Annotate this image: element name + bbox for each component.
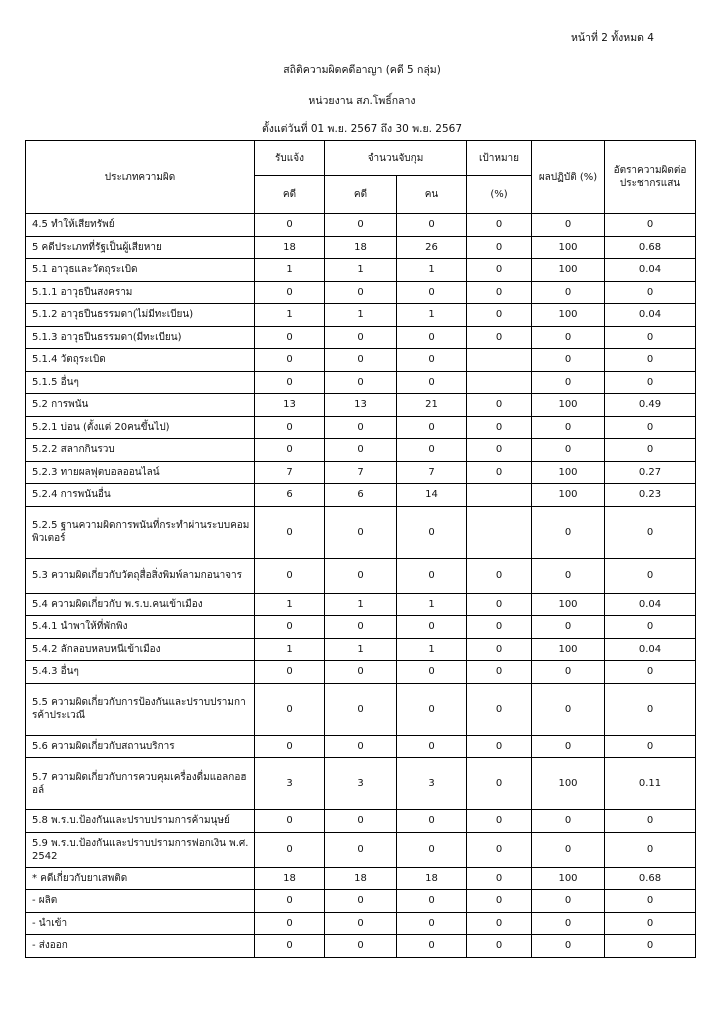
cell-target: 0 [467, 661, 532, 684]
cell-arrest-people: 0 [397, 616, 467, 639]
cell-arrest-cases: 0 [325, 506, 397, 558]
cell-result: 0 [532, 735, 605, 758]
cell-result: 100 [532, 638, 605, 661]
header-result: ผลปฏิบัติ (%) [532, 141, 605, 214]
cell-category: 5.2.5 ฐานความผิดการพนันที่กระทำผ่านระบบคอมพิวเตอร์ [26, 506, 255, 558]
cell-category: * คดีเกี่ยวกับยาเสพติด [26, 867, 255, 890]
cell-target: 0 [467, 304, 532, 327]
cell-category: 5.7 ความผิดเกี่ยวกับการควบคุมเครื่องดื่มแอลกอฮอล์ [26, 758, 255, 810]
cell-arrest-cases: 0 [325, 890, 397, 913]
cell-category: 5.1.2 อาวุธปืนธรรมดา(ไม่มีทะเบียน) [26, 304, 255, 327]
cell-arrest-people: 18 [397, 867, 467, 890]
cell-reported: 0 [255, 832, 325, 867]
cell-rate: 0 [605, 349, 696, 372]
cell-arrest-people: 0 [397, 326, 467, 349]
cell-reported: 0 [255, 683, 325, 735]
cell-result: 0 [532, 683, 605, 735]
table-row [26, 638, 696, 661]
cell-category: 5.4.1 นำพาให้ที่พักพิง [26, 616, 255, 639]
cell-arrest-people: 0 [397, 810, 467, 833]
cell-target [467, 484, 532, 507]
cell-category: 5.9 พ.ร.บ.ป้องกันและปราบปรามการฟอกเงิน พ.ศ.2542 [26, 832, 255, 867]
cell-category: 5.2 การพนัน [26, 394, 255, 417]
cell-arrest-people: 3 [397, 758, 467, 810]
cell-result: 100 [532, 236, 605, 259]
cell-rate: 0 [605, 371, 696, 394]
cell-arrest-cases: 0 [325, 281, 397, 304]
cell-arrest-cases: 3 [325, 758, 397, 810]
cell-target [467, 349, 532, 372]
cell-rate: 0 [605, 810, 696, 833]
cell-arrest-cases: 1 [325, 304, 397, 327]
cell-result: 0 [532, 661, 605, 684]
cell-arrest-cases: 0 [325, 616, 397, 639]
cell-result: 0 [532, 416, 605, 439]
table-row [26, 558, 696, 593]
header-reported-cases: คดี [255, 176, 325, 214]
cell-arrest-people: 0 [397, 214, 467, 237]
cell-reported: 13 [255, 394, 325, 417]
header-target-pct: (%) [467, 176, 532, 214]
cell-target [467, 371, 532, 394]
cell-target: 0 [467, 558, 532, 593]
table-row [26, 281, 696, 304]
cell-result: 0 [532, 810, 605, 833]
cell-arrest-cases: 0 [325, 416, 397, 439]
cell-result: 100 [532, 484, 605, 507]
cell-rate: 0 [605, 661, 696, 684]
page-number: หน้าที่ 2 ทั้งหมด 4 [570, 32, 654, 44]
cell-rate: 0 [605, 616, 696, 639]
cell-result: 0 [532, 349, 605, 372]
cell-target: 0 [467, 890, 532, 913]
cell-category: 5.2.3 ทายผลฟุตบอลออนไลน์ [26, 461, 255, 484]
cell-arrest-people: 7 [397, 461, 467, 484]
cell-rate: 0.04 [605, 259, 696, 282]
cell-rate: 0 [605, 416, 696, 439]
cell-reported: 1 [255, 259, 325, 282]
cell-result: 100 [532, 259, 605, 282]
cell-arrest-people: 0 [397, 416, 467, 439]
table-row [26, 416, 696, 439]
header-reported: รับแจ้ง [255, 141, 325, 176]
cell-reported: 0 [255, 735, 325, 758]
cell-target: 0 [467, 236, 532, 259]
cell-reported: 1 [255, 304, 325, 327]
cell-target: 0 [467, 912, 532, 935]
header-arrest-cases: คดี [325, 176, 397, 214]
cell-arrest-people: 1 [397, 304, 467, 327]
cell-arrest-people: 0 [397, 735, 467, 758]
cell-arrest-cases: 18 [325, 236, 397, 259]
cell-rate: 0 [605, 683, 696, 735]
cell-arrest-people: 0 [397, 890, 467, 913]
cell-category: 5.6 ความผิดเกี่ยวกับสถานบริการ [26, 735, 255, 758]
cell-rate: 0 [605, 735, 696, 758]
cell-arrest-cases: 0 [325, 558, 397, 593]
report-unit: หน่วยงาน สภ.โพธิ์กลาง [308, 95, 416, 107]
cell-reported: 18 [255, 867, 325, 890]
cell-arrest-people: 21 [397, 394, 467, 417]
cell-result: 100 [532, 304, 605, 327]
cell-rate: 0 [605, 214, 696, 237]
cell-reported: 0 [255, 326, 325, 349]
cell-rate: 0.27 [605, 461, 696, 484]
cell-reported: 1 [255, 638, 325, 661]
cell-arrest-cases: 1 [325, 593, 397, 616]
cell-reported: 6 [255, 484, 325, 507]
cell-arrest-cases: 18 [325, 867, 397, 890]
cell-arrest-cases: 0 [325, 832, 397, 867]
cell-rate: 0.68 [605, 236, 696, 259]
cell-category: 4.5 ทำให้เสียทรัพย์ [26, 214, 255, 237]
cell-result: 0 [532, 281, 605, 304]
table-row [26, 394, 696, 417]
table-row [26, 461, 696, 484]
table-row [26, 326, 696, 349]
cell-category: 5.1.4 วัตถุระเบิด [26, 349, 255, 372]
cell-category: 5.1.1 อาวุธปืนสงคราม [26, 281, 255, 304]
table-row [26, 439, 696, 462]
cell-result: 100 [532, 867, 605, 890]
cell-target: 0 [467, 416, 532, 439]
cell-rate: 0.04 [605, 593, 696, 616]
cell-result: 0 [532, 214, 605, 237]
cell-category: 5.4.3 อื่นๆ [26, 661, 255, 684]
cell-result: 0 [532, 832, 605, 867]
cell-result: 100 [532, 394, 605, 417]
cell-result: 0 [532, 558, 605, 593]
cell-reported: 7 [255, 461, 325, 484]
cell-arrest-cases: 0 [325, 912, 397, 935]
cell-arrest-people: 0 [397, 506, 467, 558]
cell-arrest-cases: 0 [325, 349, 397, 372]
cell-target: 0 [467, 326, 532, 349]
table-row [26, 735, 696, 758]
cell-target: 0 [467, 259, 532, 282]
cell-target: 0 [467, 683, 532, 735]
cell-result: 0 [532, 912, 605, 935]
table-row [26, 890, 696, 913]
cell-category: - นำเข้า [26, 912, 255, 935]
table-row [26, 935, 696, 958]
cell-reported: 0 [255, 439, 325, 462]
cell-category: 5.8 พ.ร.บ.ป้องกันและปราบปรามการค้ามนุษย์ [26, 810, 255, 833]
cell-target: 0 [467, 735, 532, 758]
cell-target: 0 [467, 214, 532, 237]
cell-rate: 0 [605, 506, 696, 558]
cell-reported: 0 [255, 661, 325, 684]
cell-category: 5.4.2 ลักลอบหลบหนีเข้าเมือง [26, 638, 255, 661]
cell-arrest-cases: 0 [325, 810, 397, 833]
cell-arrest-cases: 0 [325, 214, 397, 237]
cell-rate: 0.49 [605, 394, 696, 417]
cell-target: 0 [467, 935, 532, 958]
cell-arrest-people: 0 [397, 439, 467, 462]
table-row [26, 832, 696, 867]
table-row [26, 484, 696, 507]
cell-reported: 0 [255, 349, 325, 372]
cell-reported: 0 [255, 912, 325, 935]
cell-arrest-people: 1 [397, 259, 467, 282]
cell-result: 0 [532, 890, 605, 913]
cell-category: 5.1.3 อาวุธปืนธรรมดา(มีทะเบียน) [26, 326, 255, 349]
cell-category: 5 คดีประเภทที่รัฐเป็นผู้เสียหาย [26, 236, 255, 259]
cell-result: 0 [532, 371, 605, 394]
cell-reported: 0 [255, 810, 325, 833]
cell-result: 100 [532, 593, 605, 616]
cell-target [467, 506, 532, 558]
table-row [26, 214, 696, 237]
table-row [26, 593, 696, 616]
cell-arrest-cases: 1 [325, 638, 397, 661]
cell-result: 100 [532, 461, 605, 484]
cell-target: 0 [467, 281, 532, 304]
cell-arrest-people: 0 [397, 349, 467, 372]
table-row [26, 912, 696, 935]
cell-reported: 18 [255, 236, 325, 259]
cell-reported: 0 [255, 416, 325, 439]
report-period: ตั้งแต่วันที่ 01 พ.ย. 2567 ถึง 30 พ.ย. 2567 [261, 123, 463, 135]
cell-rate: 0 [605, 439, 696, 462]
cell-arrest-people: 0 [397, 912, 467, 935]
table-body [26, 214, 696, 958]
cell-category: 5.4 ความผิดเกี่ยวกับ พ.ร.บ.คนเข้าเมือง [26, 593, 255, 616]
cell-category: 5.1 อาวุธและวัตถุระเบิด [26, 259, 255, 282]
cell-arrest-people: 1 [397, 593, 467, 616]
cell-arrest-cases: 0 [325, 661, 397, 684]
table-row [26, 236, 696, 259]
header-rate: อัตราความผิดต่อประชากรแสน [605, 141, 696, 214]
cell-rate: 0 [605, 326, 696, 349]
cell-rate: 0 [605, 890, 696, 913]
cell-result: 0 [532, 439, 605, 462]
table-row [26, 867, 696, 890]
cell-reported: 3 [255, 758, 325, 810]
cell-arrest-people: 0 [397, 683, 467, 735]
table-row [26, 683, 696, 735]
table-row [26, 506, 696, 558]
cell-arrest-people: 1 [397, 638, 467, 661]
cell-category: 5.2.2 สลากกินรวบ [26, 439, 255, 462]
cell-rate: 0.68 [605, 867, 696, 890]
cell-category: - ผลิต [26, 890, 255, 913]
cell-rate: 0.23 [605, 484, 696, 507]
cell-arrest-people: 0 [397, 661, 467, 684]
header-category: ประเภทความผิด [26, 141, 255, 214]
cell-arrest-cases: 13 [325, 394, 397, 417]
cell-rate: 0 [605, 832, 696, 867]
cell-reported: 0 [255, 890, 325, 913]
cell-reported: 0 [255, 506, 325, 558]
cell-target: 0 [467, 461, 532, 484]
cell-arrest-people: 0 [397, 371, 467, 394]
cell-category: 5.2.4 การพนันอื่น [26, 484, 255, 507]
cell-arrest-people: 0 [397, 558, 467, 593]
cell-rate: 0.04 [605, 304, 696, 327]
cell-rate: 0 [605, 935, 696, 958]
cell-arrest-cases: 0 [325, 935, 397, 958]
table-row [26, 259, 696, 282]
cell-rate: 0 [605, 281, 696, 304]
cell-reported: 0 [255, 935, 325, 958]
cell-target: 0 [467, 810, 532, 833]
cell-arrest-people: 0 [397, 832, 467, 867]
cell-arrest-people: 0 [397, 935, 467, 958]
cell-rate: 0.11 [605, 758, 696, 810]
cell-target: 0 [467, 867, 532, 890]
header-arrest-people: คน [397, 176, 467, 214]
report-title: สถิติความผิดคดีอาญา (คดี 5 กลุ่ม) [283, 64, 441, 76]
cell-arrest-people: 0 [397, 281, 467, 304]
cell-category: 5.1.5 อื่นๆ [26, 371, 255, 394]
table-row [26, 810, 696, 833]
cell-target: 0 [467, 638, 532, 661]
cell-arrest-cases: 6 [325, 484, 397, 507]
cell-result: 0 [532, 616, 605, 639]
cell-arrest-cases: 0 [325, 735, 397, 758]
cell-result: 100 [532, 758, 605, 810]
cell-target: 0 [467, 439, 532, 462]
cell-reported: 1 [255, 593, 325, 616]
cell-target: 0 [467, 758, 532, 810]
table-row [26, 304, 696, 327]
cell-target: 0 [467, 616, 532, 639]
cell-arrest-cases: 1 [325, 259, 397, 282]
cell-result: 0 [532, 326, 605, 349]
cell-arrest-cases: 0 [325, 326, 397, 349]
table-row [26, 616, 696, 639]
cell-arrest-people: 14 [397, 484, 467, 507]
cell-result: 0 [532, 506, 605, 558]
header-arrests: จำนวนจับกุม [325, 141, 467, 176]
cell-target: 0 [467, 394, 532, 417]
cell-arrest-cases: 0 [325, 683, 397, 735]
table-row [26, 371, 696, 394]
cell-arrest-cases: 0 [325, 371, 397, 394]
cell-arrest-cases: 0 [325, 439, 397, 462]
cell-result: 0 [532, 935, 605, 958]
cell-reported: 0 [255, 558, 325, 593]
cell-arrest-people: 26 [397, 236, 467, 259]
cell-rate: 0 [605, 912, 696, 935]
cell-rate: 0 [605, 558, 696, 593]
cell-reported: 0 [255, 616, 325, 639]
cell-target: 0 [467, 832, 532, 867]
crime-statistics-table [25, 140, 696, 958]
cell-target: 0 [467, 593, 532, 616]
table-row [26, 349, 696, 372]
cell-category: 5.2.1 บ่อน (ตั้งแต่ 20คนขึ้นไป) [26, 416, 255, 439]
cell-category: 5.5 ความผิดเกี่ยวกับการป้องกันและปราบปรามการค้าประเวณี [26, 683, 255, 735]
cell-reported: 0 [255, 281, 325, 304]
cell-category: 5.3 ความผิดเกี่ยวกับวัตถุสื่อสิ่งพิมพ์ลามกอนาจาร [26, 558, 255, 593]
cell-category: - ส่งออก [26, 935, 255, 958]
header-target: เป้าหมาย [467, 141, 532, 176]
cell-rate: 0.04 [605, 638, 696, 661]
cell-arrest-cases: 7 [325, 461, 397, 484]
cell-reported: 0 [255, 371, 325, 394]
table-row [26, 661, 696, 684]
table-row [26, 758, 696, 810]
cell-reported: 0 [255, 214, 325, 237]
